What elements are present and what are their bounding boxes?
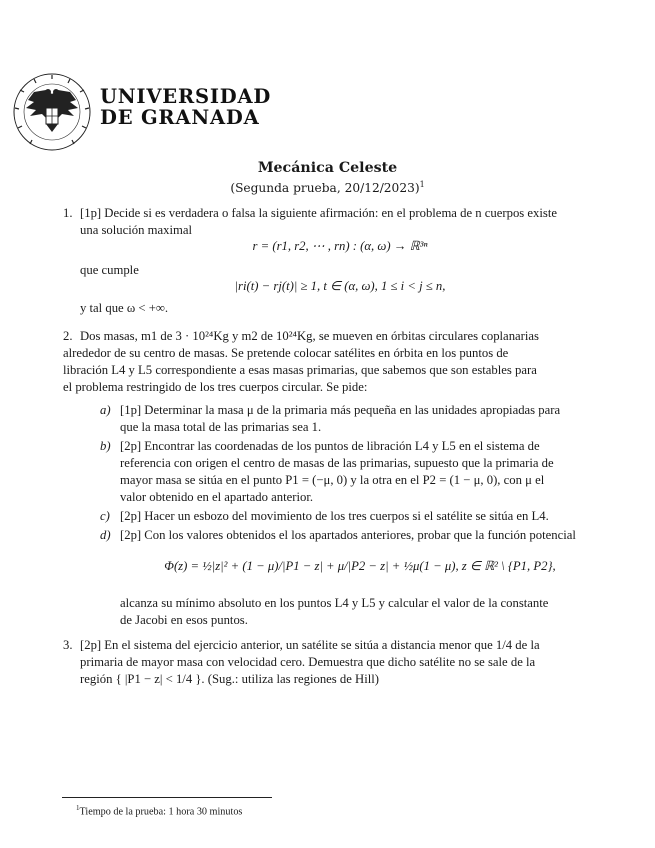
q2-item-d-label: d) [100, 528, 111, 542]
q2-item-b-label: b) [100, 439, 111, 453]
footnote-mark: 1 [419, 180, 425, 189]
q2-item-a-label: a) [100, 403, 111, 417]
q1-number: 1. [63, 206, 73, 220]
potential-formula: Φ(z) = ½|z|² + (1 − μ)/|P1 − z| + μ/|P2 − z| + ½μ(1 − μ), z ∈ ℝ² \ {P1, P2}, [164, 559, 556, 573]
university-line-2: DE GRANADA [100, 106, 260, 129]
footnote-text: Tiempo de la prueba: 1 hora 30 minutos [79, 806, 243, 818]
q2-intro-line-2: alrededor de su centro de masas. Se pretende colocar satélites en órbita en los puntos de [63, 346, 509, 360]
q2-item-b-line-2: referencia con origen el centro de masas de las primarias, supuesto que la primaria de [120, 456, 554, 470]
q3-number: 3. [63, 638, 73, 652]
q2-item-b-line-1: [2p] Encontrar las coordenadas de los puntos de libración L4 y L5 en el sistema de [120, 439, 540, 453]
q2-intro-line-3: libración L4 y L5 correspondiente a esas masas primarias, que sabemos que son estables para [63, 363, 537, 377]
q1-formula: r = (r1, r2, ⋯ , rn) : (α, ω) → ℝ³ⁿ [252, 239, 428, 253]
q2-item-c-line-1: [2p] Hacer un esbozo del movimiento de los tres cuerpos si el satélite se sitúa en L4. [120, 509, 549, 523]
q3-line-2: primaria de mayor masa con velocidad cero. Demuestra que dicho satélite no se sale de la [80, 655, 536, 669]
q2-intro-line-1: Dos masas, m1 de 3 · 10²⁴Kg y m2 de 10²⁴Kg, se mueven en órbitas circulares coplanarias [80, 329, 539, 343]
footnote-divider [62, 797, 272, 798]
q2-after-line-2: de Jacobi en esos puntos. [120, 613, 248, 627]
q2-intro-line-4: el problema restringido de los tres cuerpos circular. Se pide: [63, 380, 368, 394]
q2-item-b-line-3: mayor masa se sitúa en el punto P1 = (−μ, 0) y la otra en el P2 = (1 − μ, 0), con μ el [120, 473, 545, 487]
q1-condition: |ri(t) − rj(t)| ≥ 1, t ∈ (α, ω), 1 ≤ i < j ≤ n, [234, 279, 446, 293]
university-seal-logo [12, 72, 92, 152]
q2-number: 2. [63, 329, 73, 343]
page-subtitle: (Segunda prueba, 20/12/2023)$^1$ [230, 180, 425, 196]
q2-item-d-line-1: [2p] Con los valores obtenidos el los apartados anteriores, probar que la función potencial [120, 528, 576, 542]
footnote-number: 1 [76, 804, 80, 812]
footnote [76, 804, 242, 817]
q3-line-1: [2p] En el sistema del ejercicio anterior, un satélite se sitúa a distancia menor que 1/4 de la [80, 638, 540, 652]
q1-line-4: y tal que ω < +∞. [80, 301, 169, 315]
q2-after-line-1: alcanza su mínimo absoluto en los puntos L4 y L5 y calcular el valor de la constante [120, 596, 549, 610]
q2-item-c-label: c) [100, 509, 110, 523]
university-name [100, 86, 271, 128]
q2-item-b-line-4: valor obtenido en el apartado anterior. [120, 490, 314, 504]
q2-item-a-line-2: que la masa total de las primarias sea 1. [120, 420, 322, 434]
page-title: Mecánica Celeste [257, 160, 398, 176]
q3-line-3: región { |P1 − z| < 1/4 }. (Sug.: utiliza las regiones de Hill) [80, 672, 380, 686]
q1-line-3: que cumple [80, 263, 139, 277]
university-line-1: UNIVERSIDAD [100, 85, 272, 108]
q1-line-1: [1p] Decide si es verdadera o falsa la siguiente afirmación: en el problema de n cuerpos existe [80, 206, 557, 220]
q1-line-2: una solución maximal [80, 223, 193, 237]
q2-item-a-line-1: [1p] Determinar la masa μ de la primaria más pequeña en las unidades apropiadas para [120, 403, 561, 417]
